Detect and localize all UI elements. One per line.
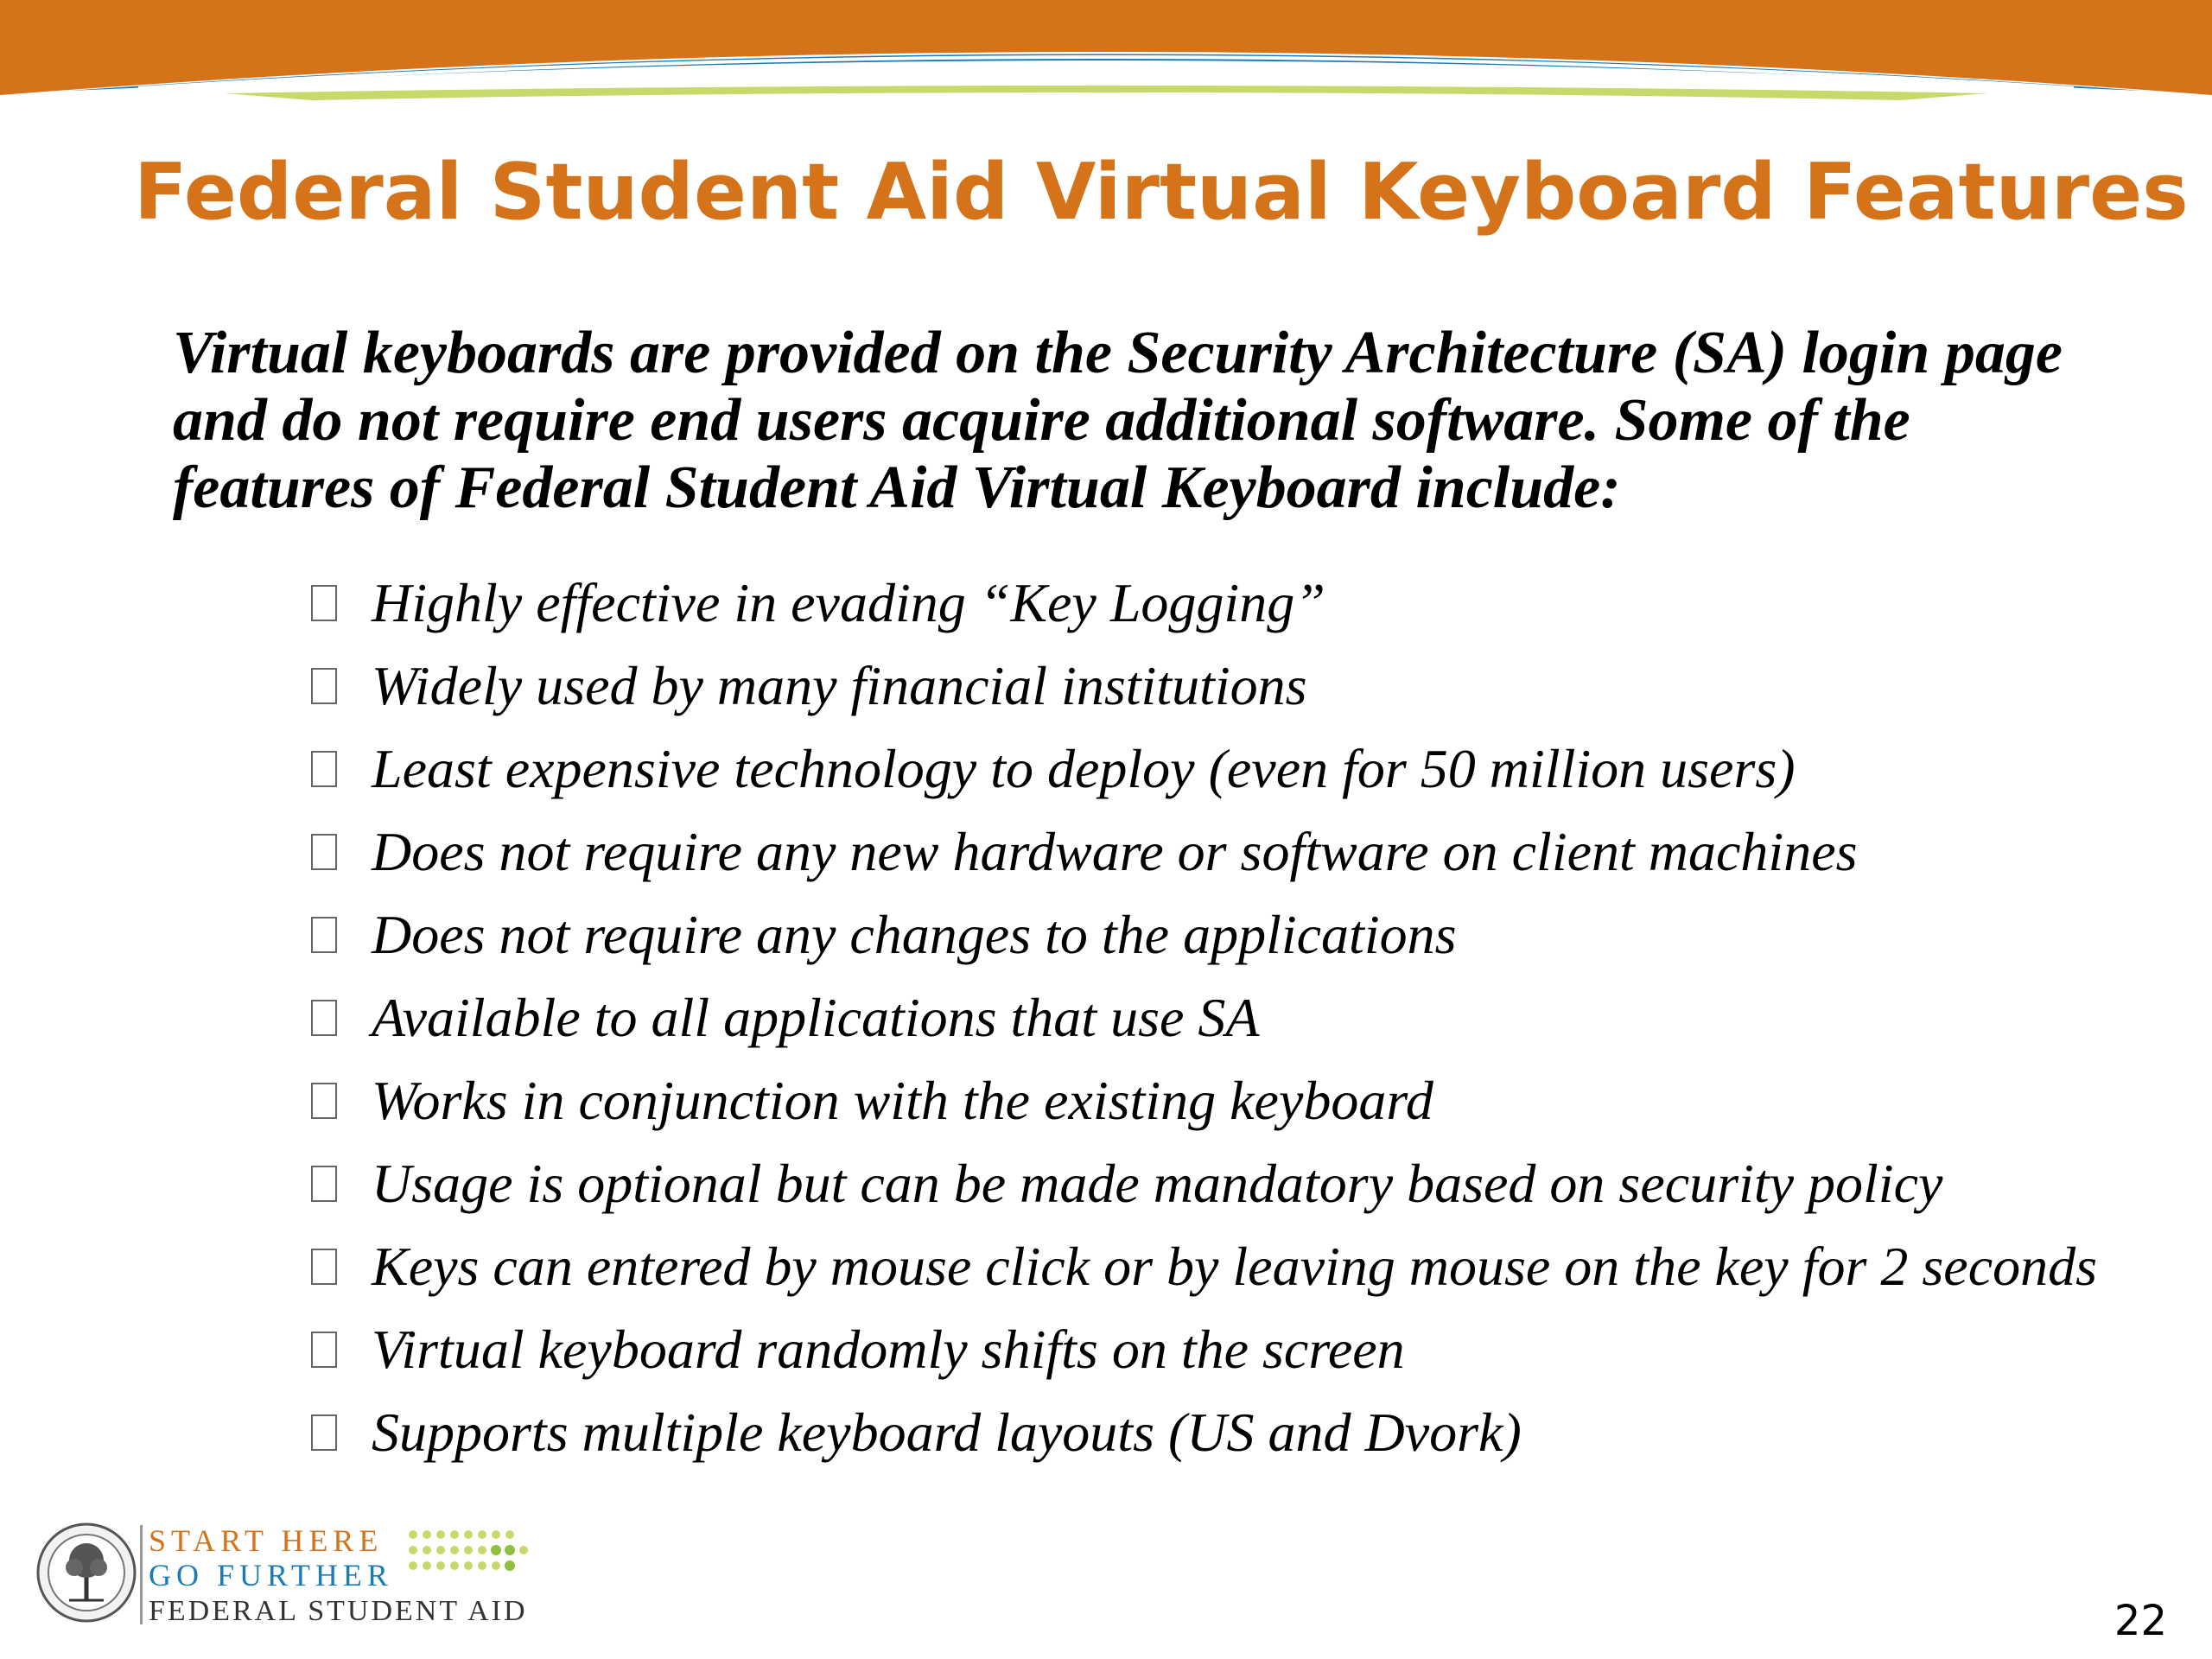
feature-text: Virtual keyboard randomly shifts on the screen (372, 1319, 1405, 1380)
list-item (311, 562, 2097, 645)
empty-box-icon (311, 1332, 337, 1368)
feature-text: Keys can entered by mouse click or by leaving mouse on the key for 2 seconds (372, 1236, 2097, 1297)
empty-box-icon (311, 668, 337, 704)
department-of-education-seal-icon (35, 1521, 138, 1624)
header-banner (0, 0, 2212, 112)
list-item (311, 893, 2097, 976)
logo-divider (140, 1525, 143, 1624)
logo-line-go-further: GO FURTHER (149, 1558, 393, 1592)
list-item (311, 1391, 2097, 1474)
logo-dots (406, 1526, 544, 1586)
list-item (311, 728, 2097, 810)
empty-box-icon (311, 1166, 337, 1202)
list-item (311, 1059, 2097, 1142)
page-number: 22 (2113, 1597, 2167, 1645)
feature-text: Available to all applications that use SA (372, 987, 1260, 1048)
federal-student-aid-logo (35, 1521, 553, 1633)
list-item (311, 976, 2097, 1059)
feature-text: Does not require any new hardware or software on client machines (372, 821, 1858, 882)
logo-line-start-here: START HERE (149, 1523, 384, 1558)
feature-text: Highly effective in evading “Key Logging” (372, 572, 1325, 633)
feature-text: Works in conjunction with the existing keyboard (372, 1070, 1433, 1131)
list-item (311, 1308, 2097, 1391)
empty-box-icon (311, 1083, 337, 1119)
empty-box-icon (311, 751, 337, 787)
feature-text: Usage is optional but can be made mandatory based on security policy (372, 1153, 1943, 1214)
empty-box-icon (311, 834, 337, 870)
intro-paragraph: Virtual keyboards are provided on the Security Architecture (SA) login page and do not require end users acquire additional software. Some of the features of Federal Student Aid Virtual Keyboard include: (173, 320, 2063, 521)
slide-title: Federal Student Aid Virtual Keyboard Features (134, 147, 2189, 238)
list-item (311, 1225, 2097, 1308)
feature-text: Widely used by many financial institutions (372, 655, 1307, 716)
feature-text: Supports multiple keyboard layouts (US and Dvork) (372, 1402, 1522, 1463)
empty-box-icon (311, 1000, 337, 1036)
logo-line-federal-student-aid: FEDERAL STUDENT AID (149, 1595, 528, 1627)
feature-text: Does not require any changes to the applications (372, 904, 1457, 965)
list-item (311, 810, 2097, 893)
feature-list (311, 562, 2097, 1474)
empty-box-icon (311, 1249, 337, 1285)
list-item (311, 1142, 2097, 1225)
empty-box-icon (311, 1414, 337, 1451)
empty-box-icon (311, 585, 337, 621)
empty-box-icon (311, 917, 337, 953)
feature-text: Least expensive technology to deploy (even for 50 million users) (372, 738, 1796, 799)
list-item (311, 645, 2097, 728)
